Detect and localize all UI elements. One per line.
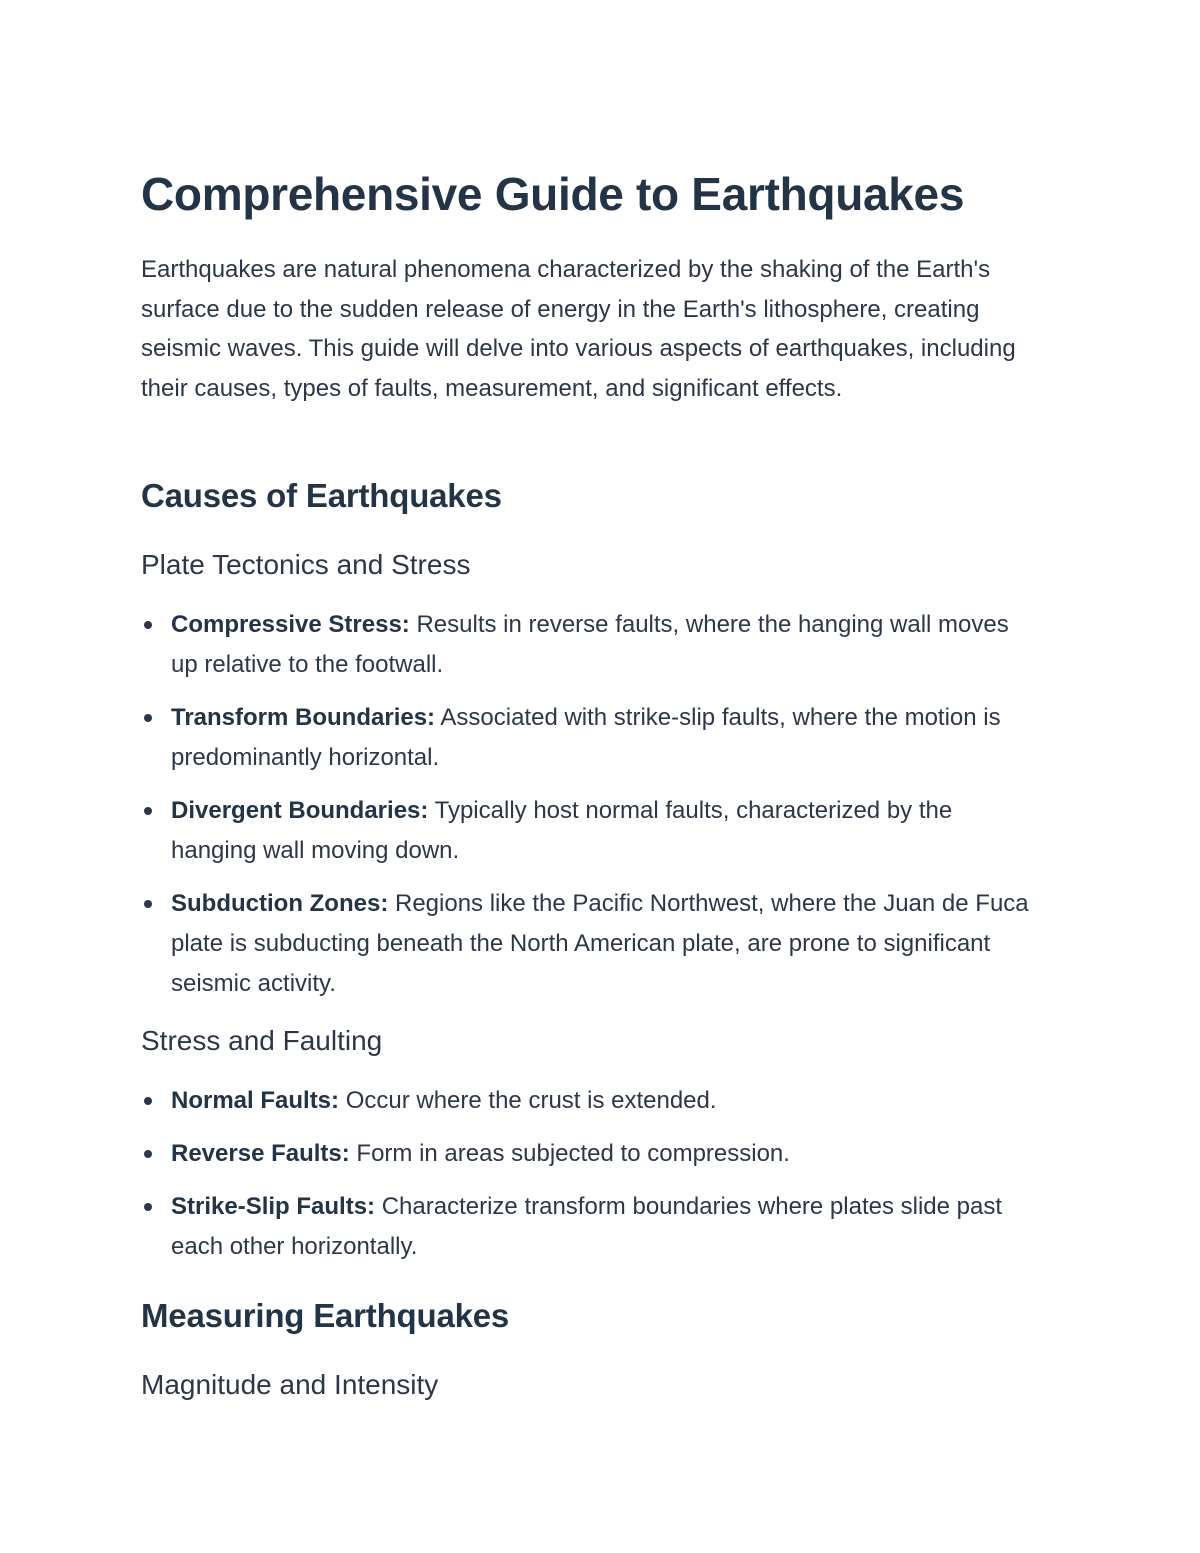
list-item-term: Strike-Slip Faults: bbox=[171, 1193, 376, 1220]
bullet-icon bbox=[144, 807, 152, 815]
intro-paragraph: Earthquakes are natural phenomena characterized by the shaking of the Earth's surface due to the sudden release of energy in the Earth's lithosphere, creating seismic waves. This guide will delve into various aspects of earthquakes, including their causes, types of faults, measurement, and significant effects. bbox=[141, 256, 1016, 402]
list-item-term: Normal Faults: bbox=[171, 1087, 340, 1114]
section-heading-measuring: Measuring Earthquakes bbox=[141, 1297, 510, 1334]
list-item-term: Transform Boundaries: bbox=[171, 704, 436, 731]
bullet-icon bbox=[144, 714, 152, 722]
list-item-text: Associated with strike-slip faults, where the motion is predominantly horizontal. bbox=[171, 704, 1001, 771]
bullet-icon bbox=[144, 621, 152, 629]
subsection-heading-stress-faulting: Stress and Faulting bbox=[141, 1025, 383, 1056]
section-heading-causes: Causes of Earthquakes bbox=[141, 477, 502, 514]
list-item bbox=[141, 884, 1036, 1004]
list-item-term: Compressive Stress: bbox=[171, 611, 410, 638]
bullet-icon bbox=[144, 900, 152, 908]
list-item bbox=[141, 1187, 1036, 1267]
subsection-heading-magnitude: Magnitude and Intensity bbox=[141, 1369, 439, 1400]
list-item bbox=[141, 791, 1036, 871]
list-item-text: Characterize transform boundaries where plates slide past each other horizontally. bbox=[171, 1193, 1003, 1260]
list-item-text: Form in areas subjected to compression. bbox=[356, 1140, 790, 1167]
list-item-term: Subduction Zones: bbox=[171, 890, 389, 917]
list-item-text: Occur where the crust is extended. bbox=[345, 1087, 717, 1114]
list-item bbox=[141, 1081, 1036, 1121]
bullet-icon bbox=[144, 1203, 152, 1211]
stress-faulting-list bbox=[141, 1081, 1036, 1267]
list-item bbox=[141, 698, 1036, 778]
subsection-heading-plate-tectonics: Plate Tectonics and Stress bbox=[141, 549, 471, 580]
page-title: Comprehensive Guide to Earthquakes bbox=[141, 168, 965, 220]
list-item bbox=[141, 1134, 1036, 1174]
list-item-text: Regions like the Pacific Northwest, where the Juan de Fuca plate is subducting beneath the North American plate, are prone to significant seismic activity. bbox=[171, 890, 1029, 997]
bullet-icon bbox=[144, 1150, 152, 1158]
list-item-term: Divergent Boundaries: bbox=[171, 797, 429, 824]
list-item bbox=[141, 605, 1036, 685]
list-item-term: Reverse Faults: bbox=[171, 1140, 350, 1167]
list-item-text: Results in reverse faults, where the hanging wall moves up relative to the footwall. bbox=[171, 611, 1009, 678]
bullet-icon bbox=[144, 1097, 152, 1105]
list-item-text: Typically host normal faults, characterized by the hanging wall moving down. bbox=[171, 797, 953, 864]
plate-tectonics-list bbox=[141, 605, 1036, 1004]
